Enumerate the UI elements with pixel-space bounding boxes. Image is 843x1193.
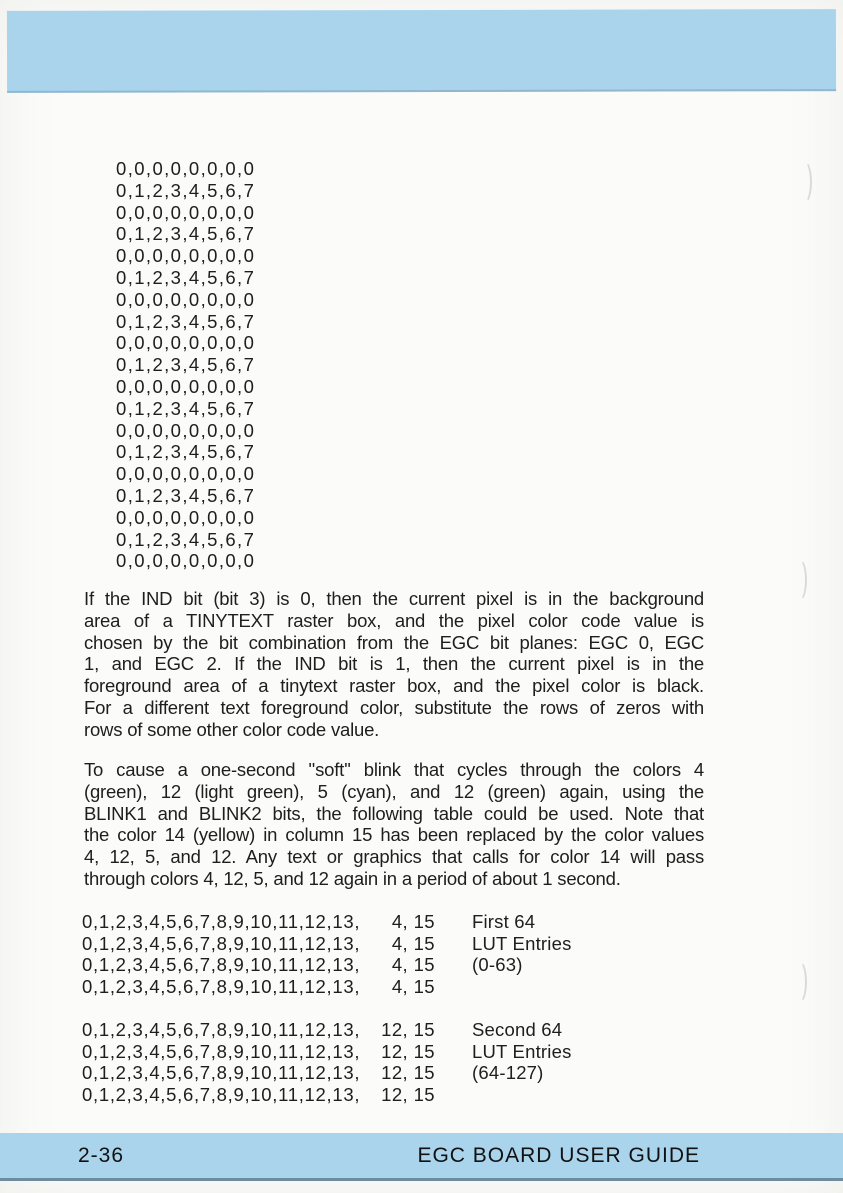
lut-annotation: LUT Entries xyxy=(472,932,572,954)
document-title: EGC BOARD USER GUIDE xyxy=(417,1143,700,1167)
lut-row xyxy=(82,954,572,976)
lut-sequence: 0,1,2,3,4,5,6,7,8,9,10,11,12,13, xyxy=(82,1084,361,1106)
pattern-line: 0,1,2,3,4,5,6,7 xyxy=(116,179,256,201)
pattern-line: 0,0,0,0,0,0,0,0 xyxy=(116,419,256,441)
text-line: For a different text foreground color, substitute the rows of zeros with xyxy=(84,696,704,718)
pattern-line: 0,1,2,3,4,5,6,7 xyxy=(116,397,256,419)
pattern-line: 0,1,2,3,4,5,6,7 xyxy=(116,223,256,245)
text-line: the color 14 (yellow) in column 15 has been replaced by the color values xyxy=(84,824,704,846)
lut-row xyxy=(82,1084,572,1106)
pattern-line: 0,0,0,0,0,0,0,0 xyxy=(116,288,256,310)
pattern-line: 0,0,0,0,0,0,0,0 xyxy=(116,201,256,223)
lut-values: 12, 15 xyxy=(381,1062,435,1084)
lut-values: 4, 15 xyxy=(391,932,435,954)
lut-values: 12, 15 xyxy=(381,1084,435,1106)
lut-sequence: 0,1,2,3,4,5,6,7,8,9,10,11,12,13, xyxy=(82,932,361,954)
page-curl-mark xyxy=(791,960,807,1004)
lut-annotation: (64-127) xyxy=(472,1062,544,1084)
text-line: If the IND bit (bit 3) is 0, then the current pixel is in the background xyxy=(84,588,704,609)
lut-table-second-64 xyxy=(82,1019,572,1106)
page-number: 2-36 xyxy=(78,1143,125,1167)
text-line: 1, and EGC 2. If the IND bit is 1, then the current pixel is in the xyxy=(84,653,704,675)
lut-values: 12, 15 xyxy=(381,1019,435,1040)
text-line: rows of some other color code value. xyxy=(84,718,380,740)
lut-row xyxy=(82,1041,572,1063)
lut-values: 12, 15 xyxy=(381,1040,435,1062)
lut-values: 4, 15 xyxy=(391,911,435,932)
text-line: BLINK1 and BLINK2 bits, the following table could be used. Note that xyxy=(84,802,704,824)
lut-values: 4, 15 xyxy=(391,954,435,976)
pattern-line: 0,1,2,3,4,5,6,7 xyxy=(116,528,256,550)
lut-sequence: 0,1,2,3,4,5,6,7,8,9,10,11,12,13, xyxy=(82,1019,361,1040)
lut-sequence: 0,1,2,3,4,5,6,7,8,9,10,11,12,13, xyxy=(82,1062,361,1084)
page-curl-mark xyxy=(796,160,812,204)
text-line: To cause a one-second ''soft'' blink that cycles through the colors 4 xyxy=(84,759,704,780)
pattern-line: 0,0,0,0,0,0,0,0 xyxy=(116,506,256,528)
lut-annotation: First 64 xyxy=(472,911,536,932)
lut-sequence: 0,1,2,3,4,5,6,7,8,9,10,11,12,13, xyxy=(82,954,361,976)
lut-annotation xyxy=(435,1084,472,1106)
text-line: area of a TINYTEXT raster box, and the pixel color code value is xyxy=(84,609,704,631)
text-line: through colors 4, 12, 5, and 12 again in a period of about 1 second. xyxy=(84,867,621,889)
paragraph-soft-blink xyxy=(84,759,704,890)
paragraph-ind-bit xyxy=(84,588,704,741)
lut-row xyxy=(82,911,572,933)
pattern-listing xyxy=(116,158,255,572)
lut-table-first-64 xyxy=(82,911,572,998)
lut-annotation: Second 64 xyxy=(472,1019,563,1040)
pattern-line: 0,0,0,0,0,0,0,0 xyxy=(116,158,256,179)
pattern-line: 0,0,0,0,0,0,0,0 xyxy=(116,463,256,485)
pattern-line: 0,0,0,0,0,0,0,0 xyxy=(116,332,256,354)
pattern-line: 0,1,2,3,4,5,6,7 xyxy=(116,441,256,463)
lut-sequence: 0,1,2,3,4,5,6,7,8,9,10,11,12,13, xyxy=(82,1040,361,1062)
header-band xyxy=(7,9,836,93)
pattern-line: 0,1,2,3,4,5,6,7 xyxy=(116,484,256,506)
lut-annotation: (0-63) xyxy=(472,954,523,976)
lut-annotation xyxy=(435,976,472,998)
lut-row xyxy=(82,976,572,998)
lut-values: 4, 15 xyxy=(391,976,435,998)
text-line: foreground area of a tinytext raster box, and the pixel color is black. xyxy=(84,675,704,697)
lut-row xyxy=(82,933,572,955)
pattern-line: 0,0,0,0,0,0,0,0 xyxy=(116,375,256,397)
lut-sequence: 0,1,2,3,4,5,6,7,8,9,10,11,12,13, xyxy=(82,976,361,998)
lut-row xyxy=(82,1062,572,1084)
text-line: chosen by the bit combination from the EGC bit planes: EGC 0, EGC xyxy=(84,631,704,653)
pattern-line: 0,1,2,3,4,5,6,7 xyxy=(116,266,256,288)
lut-sequence: 0,1,2,3,4,5,6,7,8,9,10,11,12,13, xyxy=(82,911,361,932)
footer-band xyxy=(0,1133,843,1181)
page-curl-mark xyxy=(791,558,807,602)
pattern-line: 0,0,0,0,0,0,0,0 xyxy=(116,550,256,572)
text-line: (green), 12 (light green), 5 (cyan), and 12 (green) again, using the xyxy=(84,780,704,802)
text-line: 4, 12, 5, and 12. Any text or graphics that calls for color 14 will pass xyxy=(84,846,704,868)
pattern-line: 0,1,2,3,4,5,6,7 xyxy=(116,354,256,376)
lut-row xyxy=(82,1019,572,1041)
lut-annotation: LUT Entries xyxy=(472,1040,572,1062)
pattern-line: 0,1,2,3,4,5,6,7 xyxy=(116,310,256,332)
pattern-line: 0,0,0,0,0,0,0,0 xyxy=(116,245,256,267)
